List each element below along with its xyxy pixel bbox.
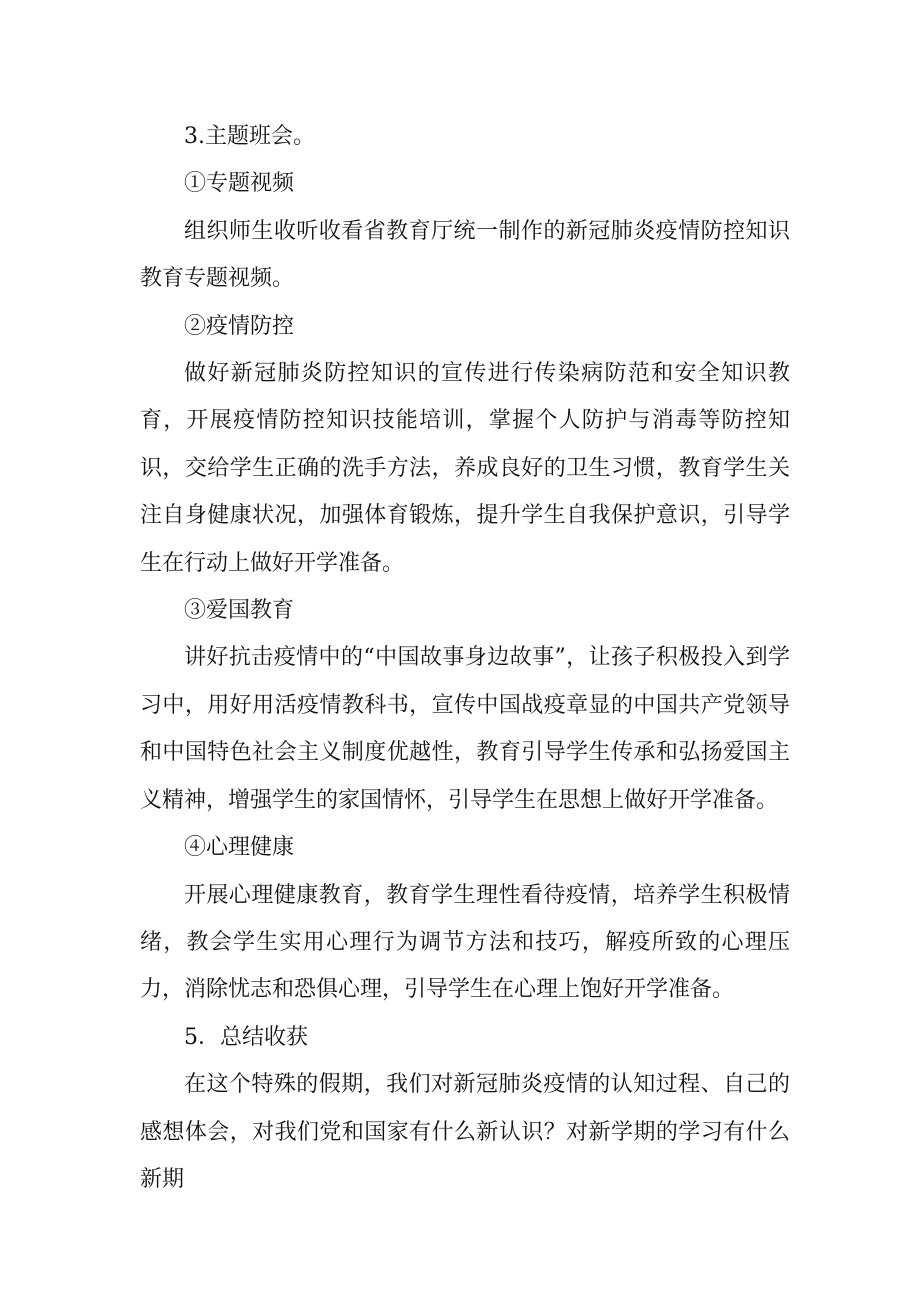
subheading-epidemic-prevention: ②疫情防控 — [184, 313, 295, 339]
paragraph-patriotic-education: 讲好抗击疫情中的“中国故事身边故事”，让孩子积极投入到学习中，用好用活疫情教科书，宣传中国战疫章显的中国共产党领导和中国特色社会主义制度优越性，教育引导学生传承和弘扬爱国主义精神，增强学生的家国情怀，引导学生在思想上做好开学准备。 — [140, 645, 790, 813]
paragraph-topic-video: 组织师生收听收看省教育厅统一制作的新冠肺炎疫情防控知识教育专题视频。 — [140, 218, 790, 292]
subheading-mental-health: ④心理健康 — [184, 835, 295, 861]
paragraph-mental-health: 开展心理健康教育，教育学生理性看待疫情，培养学生积极情绪，教会学生实用心理行为调节方法和技巧，解疫所致的心理压力，消除忧志和恐俱心理，引导学生在心理上饱好开学准备。 — [140, 882, 790, 1003]
section-heading-summary: 5．总结收获 — [184, 1024, 308, 1050]
section-heading-class-meeting: 3.主题班会。 — [184, 124, 315, 149]
subheading-topic-video: ①专题视频 — [184, 171, 295, 197]
paragraph-summary: 在这个特殊的假期，我们对新冠肺炎疫情的认知过程、自己的感想体会，对我们党和国家有什么新认识？对新学期的学习有什么新期 — [140, 1072, 790, 1192]
paragraph-epidemic-prevention: 做好新冠肺炎防控知识的宣传进行传染病防范和安全知识教育，开展疫情防控知识技能培训，掌握个人防护与消毒等防控知识，交给学生正确的洗手方法，养成良好的卫生习惯，教育学生关注自身健康状况，加强体育锻炼，提升学生自我保护意识，引导学生在行动上做好开学准备。 — [140, 361, 790, 576]
document-body — [140, 113, 790, 1203]
subheading-patriotic-education: ③爱国教育 — [184, 598, 295, 624]
